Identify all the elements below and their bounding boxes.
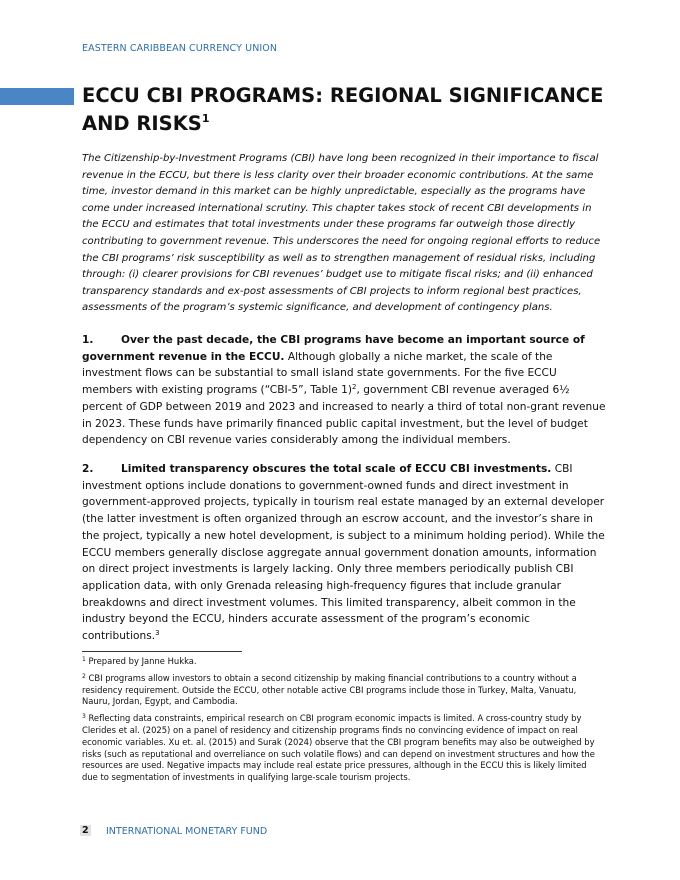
footnote-marker: 1 — [82, 656, 86, 663]
footnote-separator — [82, 651, 242, 652]
footnote-ref-2: 2 — [352, 383, 357, 392]
page-number: 2 — [82, 825, 89, 836]
title-footnote-marker: 1 — [201, 112, 210, 125]
footnote-text: CBI programs allow investors to obtain a second citizenship by making financial contributions to a country without a residency requirement. Outside the ECCU, other notable active CBI programs include those in Turkey, Malta, Vanuatu, Nauru, Jordan, Egypt, and Cambodia. — [82, 672, 577, 707]
paragraph-body-cont: , government CBI revenue averaged 6½ percent of GDP between 2019 and 2023 and increased to nearly a third of total non-grant revenue in 2023. These funds have primarily financed public capital investment, but the level of budget dependency on CBI revenue varies considerably among the individual members. — [82, 384, 606, 447]
footnote-marker: 3 — [82, 713, 86, 721]
running-header: EASTERN CARIBBEAN CURRENCY UNION — [82, 43, 278, 54]
paragraph-lead: Limited transparency obscures the total scale of ECCU CBI investments. — [121, 463, 552, 475]
chapter-title — [82, 82, 622, 138]
paragraph-lead: Over the past decade, the CBI programs have become an important source of government revenue in the ECCU. — [82, 334, 585, 363]
chapter-title-text: ECCU CBI PROGRAMS: REGIONAL SIGNIFICANCE AND RISKS — [82, 84, 604, 135]
footnote-2 — [82, 673, 600, 708]
footnote-ref-3: 3 — [155, 629, 160, 638]
footer-org: INTERNATIONAL MONETARY FUND — [106, 826, 268, 837]
paragraph-2 — [82, 461, 606, 645]
footnote-marker: 2 — [82, 672, 86, 680]
paragraph-body: CBI investment options include donations to government-owned funds and direct investment in government-approved projects, typically in tourism real estate managed by an external developer (the latter investment is often organized through an escrow account, and the investor’s share in the project, typically a new hotel development, is subject to a minimum holding period). While the ECCU members generally disclose aggregate annual government donation amounts, information on direct project investments is largely lacking. Only three members periodically publish CBI application data, with only Grenada releasing high-frequency figures that include granular breakdowns and direct investment volumes. This limited transparency, albeit common in the industry beyond the ECCU, hinders accurate assessment of the program’s economic contributions. — [82, 463, 605, 643]
footnote-3 — [82, 713, 600, 784]
paragraph-1 — [82, 332, 606, 449]
paragraph-body: Although globally a niche market, the scale of the investment flows can be substantial to small island state governments. For the five ECCU members with existing programs (“CBI-5”, Table 1) — [82, 350, 557, 397]
title-accent-bar — [0, 88, 74, 105]
footnote-1 — [82, 656, 600, 668]
paragraph-number: 2. — [82, 463, 94, 475]
footnote-text: Reflecting data constraints, empirical research on CBI program economic impacts is limited. A cross-country study by Clerides et al. (2025) on a panel of residency and citizenship programs finds no convincing evidence of impact on real economic variables. Xu et. al. (2015) and Surak (2024) observe that the CBI program benefits may also be outweighed by risks (such as reputational and overreliance on such volatile flows) and can depend on investment structures and how the resources are used. Negative impacts may include real estate price pressures, although in the ECCU this is likely limited due to segmentation of investments in qualifying large-scale tourism projects. — [82, 713, 595, 783]
footnotes — [82, 656, 600, 789]
paragraph-number: 1. — [82, 334, 94, 346]
footnote-text: Prepared by Janne Hukka. — [85, 656, 197, 666]
chapter-abstract: The Citizenship-by-Investment Programs (CBI) have long been recognized in their importance to fiscal revenue in the ECCU, but there is less clarity over their broader economic contributions. At the same time, investor demand in this market can be highly unpredictable, especially as the programs have come under increased international scrutiny. This chapter takes stock of recent CBI developments in the ECCU and estimates that total investments under these programs far outweigh those directly contributing to government revenue. This underscores the need for ongoing regional efforts to reduce the CBI programs’ risk susceptibility as well as to strengthen management of residual risks, including through: (i) clearer provisions for CBI revenues’ budget use to mitigate fiscal risks; and (ii) enhanced transparency standards and ex-post assessments of CBI projects to inform regional best practices, assessments of the program’s systemic significance, and development of contingency plans. — [82, 153, 601, 314]
